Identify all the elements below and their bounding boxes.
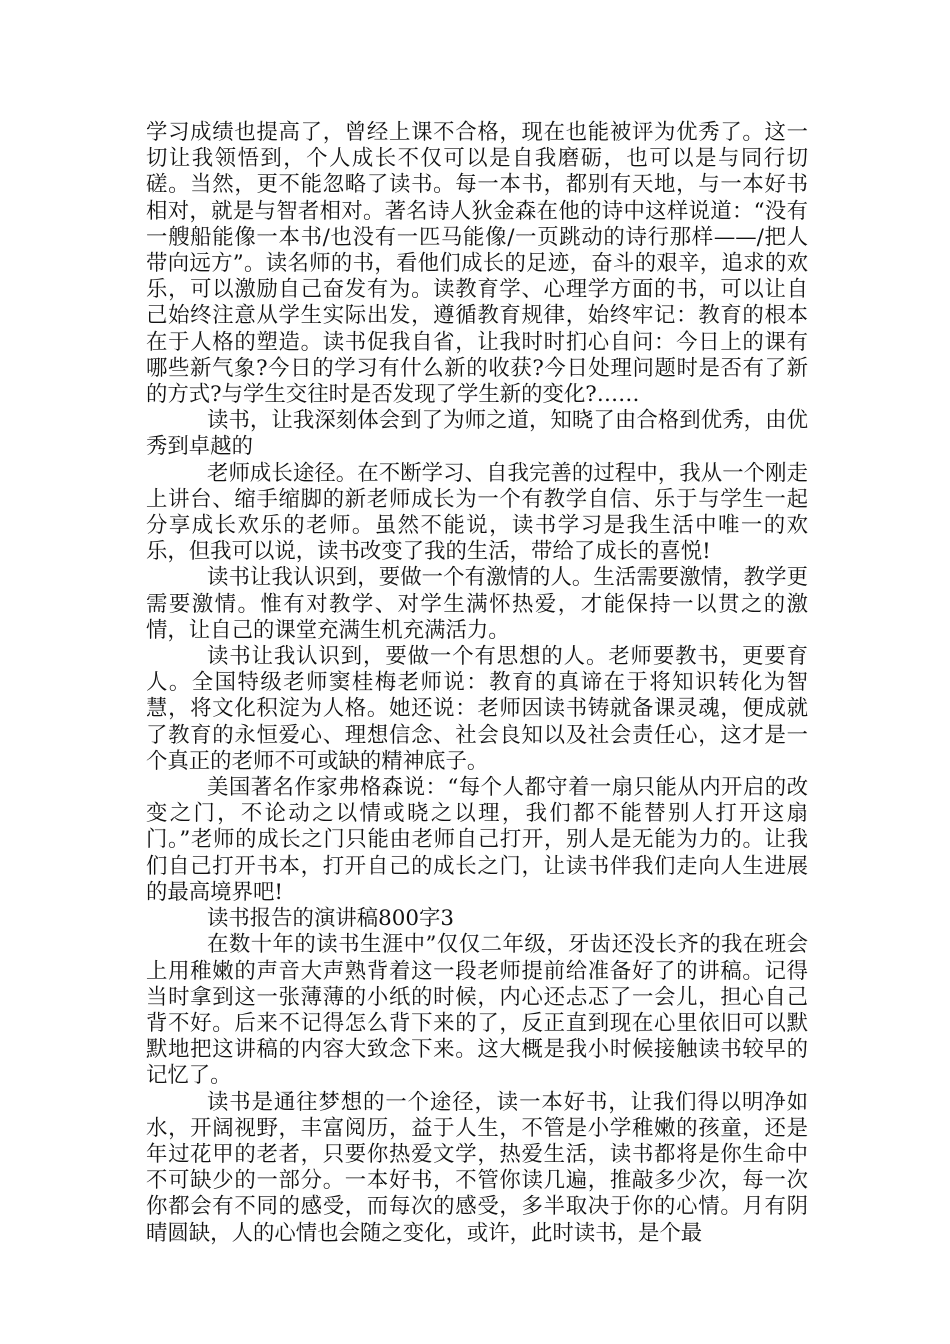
paragraph: 读书是通往梦想的一个途径，读一本好书，让我们得以明净如水，开阔视野，丰富阅历，益于人生，不管是小学稚嫩的孩童，还是年过花甲的老者，只要你热爱文学，热爱生活，读书都将是你生命中不可缺少的一部分。一本好书，不管你读几遍，推敲多少次，每一次你都会有不同的感受，而每次的感受，多半取决于你的心情。月有阴晴圆缺，人的心情也会随之变化，或许，此时读书，是个最 [146, 1089, 808, 1246]
paragraph: 在数十年的读书生涯中”仅仅二年级，牙齿还没长齐的我在班会上用稚嫩的声音大声熟背着这一段老师提前给准备好了的讲稿。记得当时拿到这一张薄薄的小纸的时候，内心还忐忑了一会儿，担心自己背不好。后来不记得怎么背下来的了，反正直到现在心里依旧可以默默地把这讲稿的内容大致念下来。这大概是我小时候接触读书较早的记忆了。 [146, 932, 808, 1089]
paragraph: 读书让我认识到，要做一个有激情的人。生活需要激情，教学更需要激情。惟有对教学、对学生满怀热爱，才能保持一以贯之的激情，让自己的课堂充满生机充满活力。 [146, 565, 808, 643]
section-heading: 读书报告的演讲稿800字3 [206, 906, 454, 932]
paragraph: 美国著名作家弗格森说：“每个人都守着一扇只能从内开启的改变之门，不论动之以情或晓之以理，我们都不能替别人打开这扇门。”老师的成长之门只能由老师自己打开，别人是无能为力的。让我们自己打开书本，打开自己的成长之门，让读书伴我们走向人生进展的最高境界吧! [146, 775, 808, 905]
paragraph: 老师成长途径。在不断学习、自我完善的过程中，我从一个刚走上讲台、缩手缩脚的新老师成长为一个有教学自信、乐于与学生一起分享成长欢乐的老师。虽然不能说，读书学习是我生活中唯一的欢乐，但我可以说，读书改变了我的生活，带给了成长的喜悦! [146, 460, 808, 565]
paragraph: 读书，让我深刻体会到了为师之道，知晓了由合格到优秀，由优秀到卓越的 [146, 408, 808, 460]
paragraph: 读书让我认识到，要做一个有思想的人。老师要教书，更要育人。全国特级老师窦桂梅老师说：教育的真谛在于将知识转化为智慧，将文化积淀为人格。她还说：老师因读书铸就备课灵魂，便成就了教育的永恒爱心、理想信念、社会良知以及社会责任心，这才是一个真正的老师不可或缺的精神底子。 [146, 644, 808, 774]
paragraph: 学习成绩也提高了，曾经上课不合格，现在也能被评为优秀了。这一切让我领悟到，个人成长不仅可以是自我磨砺，也可以是与同行切磋。当然，更不能忽略了读书。每一本书，都别有天地，与一本好书相对，就是与智者相对。著名诗人狄金森在他的诗中这样说道：“没有一艘船能像一本书/也没有一匹马能像/一页跳动的诗行那样——/把人带向远方”。读名师的书，看他们成长的足迹，奋斗的艰辛，追求的欢乐，可以激励自己奋发有为。读教育学、心理学方面的书，可以让自己始终注意从学生实际出发，遵循教育规律，始终牢记：教育的根本在于人格的塑造。读书促我自省，让我时时扪心自问：今日上的课有哪些新气象?今日的学习有什么新的收获?今日处理问题时是否有了新的方式?与学生交往时是否发现了学生新的变化?…… [146, 120, 808, 408]
document-page [146, 120, 808, 1247]
